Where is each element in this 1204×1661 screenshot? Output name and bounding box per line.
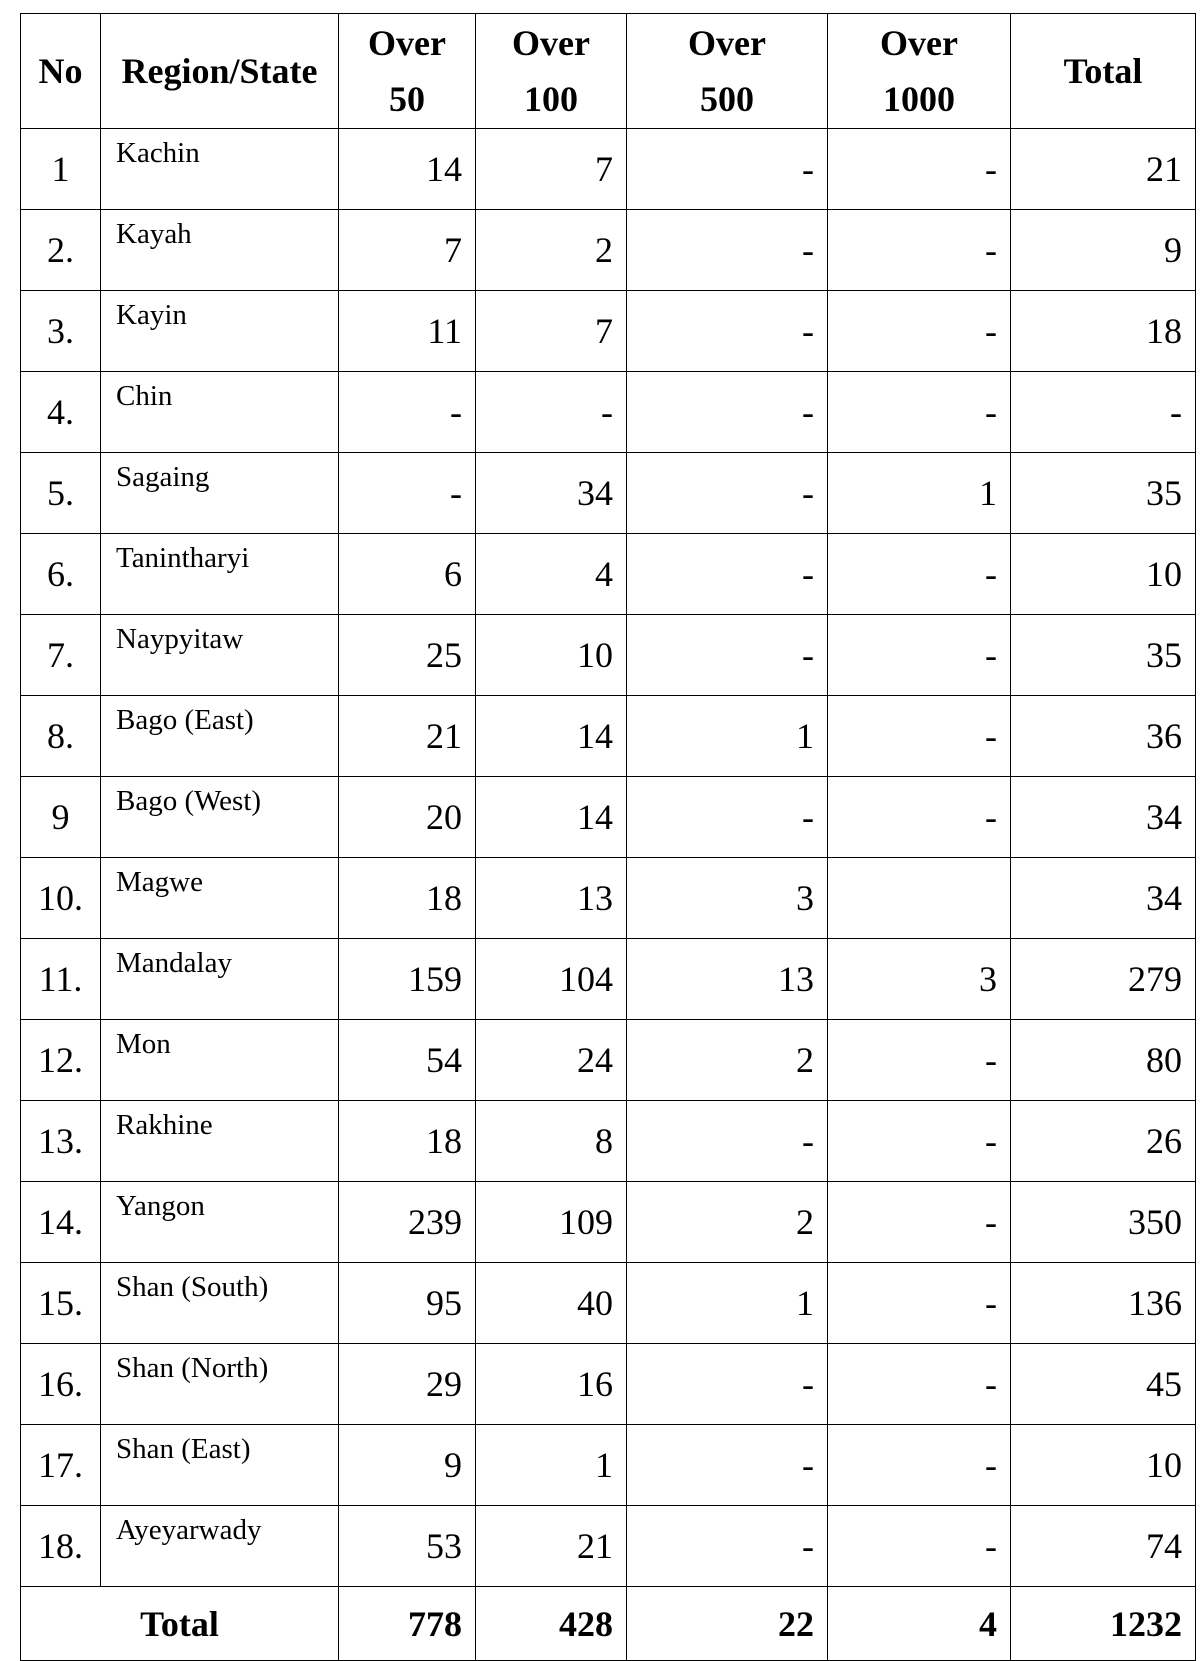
cell-over-50: 95 [339,1263,476,1344]
table-row [21,696,1196,777]
cell-over-50: 9 [339,1425,476,1506]
cell-region: Shan (South) [101,1263,339,1344]
cell-over-1000: - [828,1263,1011,1344]
cell-over-50: 25 [339,615,476,696]
cell-total: 18 [1011,291,1196,372]
cell-region: Bago (East) [101,696,339,777]
cell-over-500: 1 [627,1263,828,1344]
table-body [21,129,1196,1661]
table-row [21,210,1196,291]
cell-over-100: 24 [476,1020,627,1101]
cell-region: Mon [101,1020,339,1101]
cell-total: 26 [1011,1101,1196,1182]
header-no: No [21,14,101,129]
cell-no: 6. [21,534,101,615]
cell-total: 21 [1011,129,1196,210]
cell-region: Kayin [101,291,339,372]
cell-over-1000: 1 [828,453,1011,534]
cell-over-100: 1 [476,1425,627,1506]
table-row [21,939,1196,1020]
cell-no: 3. [21,291,101,372]
table-row [21,291,1196,372]
header-total: Total [1011,14,1196,129]
cell-over-1000: - [828,129,1011,210]
cell-total: 80 [1011,1020,1196,1101]
cell-over-50: - [339,453,476,534]
cell-region: Chin [101,372,339,453]
cell-region: Tanintharyi [101,534,339,615]
header-over-1000-line2: 1000 [883,79,955,119]
header-over-500 [627,14,828,129]
region-state-table [20,13,1196,1661]
cell-region: Rakhine [101,1101,339,1182]
cell-over-50: - [339,372,476,453]
cell-over-500: - [627,777,828,858]
cell-over-1000 [828,858,1011,939]
table-row [21,777,1196,858]
cell-over-100: 8 [476,1101,627,1182]
header-over-50-line1: Over [368,23,446,63]
cell-over-100: 7 [476,129,627,210]
table-row [21,1101,1196,1182]
cell-over-100: 2 [476,210,627,291]
cell-no: 2. [21,210,101,291]
header-over-50-line2: 50 [389,79,425,119]
cell-over-1000: - [828,615,1011,696]
table-header [21,14,1196,129]
header-over-500-line2: 500 [700,79,754,119]
header-over-1000-line1: Over [880,23,958,63]
cell-total: 74 [1011,1506,1196,1587]
table-row [21,1263,1196,1344]
cell-total: 350 [1011,1182,1196,1263]
cell-no: 7. [21,615,101,696]
cell-no: 11. [21,939,101,1020]
cell-over-100: 40 [476,1263,627,1344]
cell-region: Ayeyarwady [101,1506,339,1587]
cell-over-100: 4 [476,534,627,615]
cell-region: Shan (North) [101,1344,339,1425]
total-over-1000: 4 [828,1587,1011,1661]
cell-over-100: 10 [476,615,627,696]
cell-over-500: - [627,615,828,696]
cell-region: Shan (East) [101,1425,339,1506]
cell-over-500: - [627,1506,828,1587]
cell-over-500: - [627,129,828,210]
cell-over-50: 20 [339,777,476,858]
cell-over-500: 2 [627,1020,828,1101]
cell-total: 10 [1011,1425,1196,1506]
cell-over-50: 54 [339,1020,476,1101]
cell-over-500: 3 [627,858,828,939]
cell-total: 34 [1011,858,1196,939]
cell-over-50: 21 [339,696,476,777]
table-row [21,453,1196,534]
table-row [21,858,1196,939]
cell-over-500: 13 [627,939,828,1020]
cell-over-1000: - [828,696,1011,777]
table-row [21,1020,1196,1101]
cell-region: Kayah [101,210,339,291]
cell-no: 12. [21,1020,101,1101]
header-region: Region/State [101,14,339,129]
table-row [21,1344,1196,1425]
cell-over-1000: - [828,1506,1011,1587]
cell-no: 16. [21,1344,101,1425]
cell-over-1000: - [828,1425,1011,1506]
header-over-1000 [828,14,1011,129]
cell-total: 34 [1011,777,1196,858]
totals-label: Total [21,1587,339,1661]
cell-no: 10. [21,858,101,939]
cell-over-50: 159 [339,939,476,1020]
cell-no: 1 [21,129,101,210]
cell-over-1000: - [828,372,1011,453]
cell-over-100: 109 [476,1182,627,1263]
total-over-100: 428 [476,1587,627,1661]
cell-over-1000: - [828,291,1011,372]
table-row [21,615,1196,696]
cell-over-50: 18 [339,1101,476,1182]
cell-no: 9 [21,777,101,858]
cell-over-50: 14 [339,129,476,210]
cell-over-500: - [627,1425,828,1506]
cell-over-500: - [627,1101,828,1182]
cell-no: 8. [21,696,101,777]
cell-over-50: 7 [339,210,476,291]
header-over-100-line2: 100 [524,79,578,119]
table-row [21,129,1196,210]
cell-over-50: 11 [339,291,476,372]
totals-row [21,1587,1196,1661]
cell-over-100: 16 [476,1344,627,1425]
table-row [21,1182,1196,1263]
cell-over-500: - [627,210,828,291]
cell-over-50: 239 [339,1182,476,1263]
header-row [21,14,1196,129]
cell-over-500: 2 [627,1182,828,1263]
cell-no: 13. [21,1101,101,1182]
cell-total: 45 [1011,1344,1196,1425]
cell-region: Yangon [101,1182,339,1263]
cell-over-50: 18 [339,858,476,939]
cell-over-500: - [627,453,828,534]
cell-over-500: - [627,291,828,372]
cell-total: - [1011,372,1196,453]
cell-over-100: 34 [476,453,627,534]
cell-over-500: - [627,534,828,615]
cell-over-1000: - [828,534,1011,615]
cell-total: 9 [1011,210,1196,291]
table-row [21,1425,1196,1506]
table-row [21,1506,1196,1587]
cell-no: 4. [21,372,101,453]
cell-over-100: 13 [476,858,627,939]
cell-total: 136 [1011,1263,1196,1344]
header-over-100-line1: Over [512,23,590,63]
cell-region: Sagaing [101,453,339,534]
cell-no: 5. [21,453,101,534]
cell-over-100: 14 [476,696,627,777]
cell-total: 35 [1011,615,1196,696]
table-row [21,372,1196,453]
cell-over-500: 1 [627,696,828,777]
cell-region: Magwe [101,858,339,939]
table-row [21,534,1196,615]
cell-over-500: - [627,372,828,453]
cell-total: 35 [1011,453,1196,534]
cell-over-100: 21 [476,1506,627,1587]
cell-region: Bago (West) [101,777,339,858]
cell-over-1000: - [828,1101,1011,1182]
cell-over-1000: - [828,1344,1011,1425]
total-over-500: 22 [627,1587,828,1661]
total-over-50: 778 [339,1587,476,1661]
cell-total: 10 [1011,534,1196,615]
cell-over-1000: 3 [828,939,1011,1020]
cell-over-1000: - [828,210,1011,291]
cell-over-50: 6 [339,534,476,615]
header-over-50 [339,14,476,129]
grand-total: 1232 [1011,1587,1196,1661]
cell-no: 15. [21,1263,101,1344]
cell-over-100: - [476,372,627,453]
cell-no: 18. [21,1506,101,1587]
cell-over-50: 53 [339,1506,476,1587]
cell-total: 36 [1011,696,1196,777]
cell-over-100: 104 [476,939,627,1020]
cell-region: Mandalay [101,939,339,1020]
cell-over-1000: - [828,1182,1011,1263]
cell-over-100: 14 [476,777,627,858]
cell-over-50: 29 [339,1344,476,1425]
cell-region: Kachin [101,129,339,210]
cell-over-100: 7 [476,291,627,372]
cell-total: 279 [1011,939,1196,1020]
cell-no: 17. [21,1425,101,1506]
header-over-500-line1: Over [688,23,766,63]
header-over-100 [476,14,627,129]
cell-region: Naypyitaw [101,615,339,696]
cell-no: 14. [21,1182,101,1263]
cell-over-1000: - [828,1020,1011,1101]
cell-over-500: - [627,1344,828,1425]
cell-over-1000: - [828,777,1011,858]
